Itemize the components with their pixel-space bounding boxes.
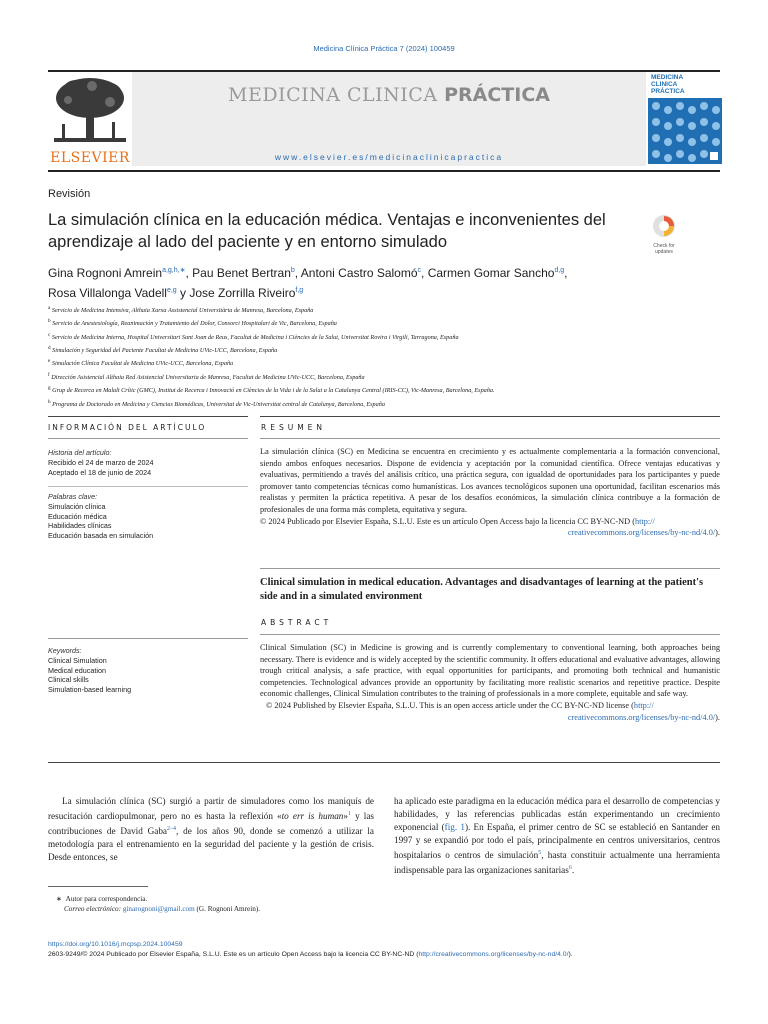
corresponding-author-note: ∗ Autor para correspondencia. (56, 895, 148, 903)
affiliation-item: $^e$ Simulación Clínica Facultat de Medicina UVic-UCC, Barcelona, España (48, 358, 234, 368)
citation-2-4[interactable]: 2–4 (167, 825, 176, 832)
article-history (48, 448, 248, 477)
accepted-date: Aceptado el 18 de junio de 2024 (48, 467, 152, 477)
affiliation-item: $^d$ Simulación y Seguridad del Paciente Facultat de Medicina UVic-UCC, Barcelona, España (48, 345, 278, 355)
abstract-bottom-rule (48, 762, 720, 763)
author-affiliation-marker[interactable]: e,g (166, 287, 177, 294)
author-separator: , (421, 266, 428, 280)
cover-title: MEDICINA CLINICA PRÁCTICA (651, 74, 685, 95)
abstract-license-link-continued[interactable]: creativecommons.org/licenses/by-nc-nd/4.0/ (567, 712, 716, 722)
header-rule-bottom (48, 170, 720, 172)
affiliation-item: $^g$ Grup de Recerca en Malalt Crític (GMC), Institut de Recerca i Innovació en Ciències de la Vida i de la Salut a la Catalunya Central (IRIS-CC), Vic-Manresa, Barcelona, España. (48, 385, 495, 395)
keyword-item: Habilidades clínicas (48, 521, 112, 531)
author-name: Gina Rognoni Amrein (48, 266, 163, 280)
citation-5[interactable]: 5 (538, 849, 542, 856)
author-separator: , (294, 266, 301, 280)
journal-reference[interactable]: Medicina Clínica Práctica 7 (2024) 100459 (313, 44, 455, 53)
elsevier-logo (48, 72, 132, 166)
email-line: Correo electrónico: ginarognoni@gmail.com (G. Rognoni Amrein). (64, 905, 261, 913)
doi-link[interactable]: https://doi.org/10.1016/j.mcpsp.2024.100459 (48, 941, 183, 948)
citation-6[interactable]: 6 (568, 864, 572, 871)
keyword-item: Medical education (48, 665, 106, 675)
keyword-item: Simulation-based learning (48, 685, 132, 695)
abstract-subrule (260, 634, 720, 635)
footnote-rule (48, 886, 148, 887)
history-rule (48, 486, 248, 487)
journal-url[interactable]: www.elsevier.es/medicinaclinicapractica (274, 152, 504, 162)
article-info-rule (48, 416, 248, 417)
keywords-en (48, 646, 248, 695)
author-list (48, 262, 668, 302)
author-separator: , (185, 266, 193, 280)
body-column-2: ha aplicado este paradigma en la educación médica para el desarrollo de competencias y habilidades, y las referencias publicadas están experimentando un crecimiento exponencial (fig. 1). En España, el primer centro de SC se estableció en Santander en 1997 y se expandió por todo el país, principalmente en centros universitarios, centros hospitalarios o centros de simulación$^5$, hasta constituir actualmente una herramienta indispensable para las organizaciones sanitarias$^6$. (394, 796, 721, 875)
publisher-name: ELSEVIER (50, 150, 130, 166)
affiliations (48, 303, 728, 410)
keywords-es (48, 492, 248, 541)
keyword-item: Simulación clínica (48, 501, 106, 511)
check-for-updates-button[interactable] (645, 213, 683, 253)
author-separator: , (564, 266, 568, 280)
resumen-heading: RESUMEN (261, 423, 327, 432)
resumen-subrule (260, 438, 720, 439)
english-title-rule (260, 568, 720, 569)
abstract-text: Clinical Simulation (SC) in Medicine is growing and is currently complementary to conventional learning, both approaches being necessary. There is evidence and is widely accepted by the scientific community. It offers educational and evaluative advantages, allowing trough critical analysis, a safe practice, with equal opportunities for participants, and promoting both technical and humanistic competencies. Technological advances provide an opportunity by facilitating more realistic scenarios and repetitive practice. Despite economic challenges, Clinical Simulation contributes to the training of professionals in a more complete, equitable and safe way. © 2024 Published by Elsevier España, S.L.U. This is an open access article under the CC BY-NC-ND license (http:// creativecommons.org/licenses/by-nc-nd/4.0/). (260, 643, 720, 722)
author-affiliation-marker[interactable]: d,g (554, 267, 565, 274)
keywords-es-label: Palabras clave: (48, 492, 98, 501)
author-affiliation-marker[interactable]: a,g,h,∗ (162, 267, 186, 274)
resumen-license-link[interactable]: http:// (634, 516, 655, 526)
check-updates-icon (645, 213, 683, 239)
keyword-item: Educación basada en simulación (48, 531, 154, 541)
keywords-en-rule (48, 638, 248, 639)
english-title: Clinical simulation in medical education. Advantages and disadvantages of learning at the patient's side and in a simulated environment (260, 577, 704, 602)
tree-icon (48, 72, 132, 150)
abstract-heading: ABSTRACT (261, 618, 333, 627)
author-affiliation-marker[interactable]: f,g (295, 287, 304, 294)
affiliation-item: $^b$ Servicio de Anestesiología, Reanimación y Tratamiento del Dolor, Consorci Hospitalari de Vic, Barcelona, España (48, 318, 337, 328)
keyword-item: Educación médica (48, 511, 107, 521)
footnote (56, 894, 376, 914)
resumen-license: © 2024 Publicado por Elsevier España, S.L.U. Este es un artículo Open Access bajo la licencia CC BY-NC-ND (http:// (260, 516, 655, 526)
author-name: Rosa Villalonga Vadell (48, 286, 167, 300)
abstract-license-link[interactable]: http:// (633, 700, 654, 710)
page-footer (48, 940, 738, 960)
citation-1[interactable]: 1 (348, 810, 351, 817)
history-label: Historia del artículo: (48, 448, 112, 457)
body-column-1: La simulación clínica (SC) surgió a partir de simuladores como los maniquís de resucitación cardiopulmonar, pero no es hasta la reflexión «to err is human»$^1$ y las contribuciones de David Gaba$^{2-4}$, de los años 90, donde se comenzó a utilizar la metodología para el entrenamiento en la seguridad del paciente y la gestión de crisis. Desde entonces, se (48, 796, 374, 862)
author-name: Antoni Castro Salomó (300, 266, 418, 280)
resumen-license-continued: creativecommons.org/licenses/by-nc-nd/4.0/). (567, 528, 720, 538)
author-email-link[interactable]: ginarognoni@gmail.com (122, 905, 195, 913)
article-info-subrule (48, 438, 248, 439)
resumen-license-link-continued[interactable]: creativecommons.org/licenses/by-nc-nd/4.0/ (567, 528, 716, 538)
affiliation-item: $^c$ Servicio de Medicina Interna, Hospital Universitari Sant Joan de Reus, Facultat de Medicina i Ciències de la Salut, Universitat Rovira i Virgili, Tarragona, España (48, 331, 459, 341)
abstract-license-continued: creativecommons.org/licenses/by-nc-nd/4.0/). (567, 712, 720, 722)
keyword-item: Clinical Simulation (48, 655, 107, 665)
author-separator: y (176, 286, 190, 300)
affiliation-item: $^h$ Programa de Doctorado en Medicina y Ciencias Biomédicas, Universitat de Vic-Universitat central de Catalunya, Barcelona, España (48, 398, 385, 408)
abstract-license: © 2024 Published by Elsevier España, S.L.U. This is an open access article under the CC BY-NC-ND license (http:// (266, 700, 654, 710)
journal-name: MEDICINA CLINICA PRÁCTICA (228, 84, 550, 106)
resumen-text: La simulación clínica (SC) en Medicina se encuentra en crecimiento y es actualmente complementaria a la formación convencional, siendo ambos enfoques necesarios. Dispone de evidencia y aceptación por la comunidad científica. Ofrece ventajas educativas y evaluativas, permitiendo a través del análisis crítico, una práctica segura, con igualdad de oportunidades para los participantes y puede promover tanto competencias técnicas como humanísticas. Los avances tecnológicos suponen una oportunidad, facilitan escenarios más realistas y permiten la práctica repetitiva. A pesar de los desafíos económicos, la simulación clínica contribuye a la formación de profesionales de una forma más completa, equitativa y segura. © 2024 Publicado por Elsevier España, S.L.U. Este es un artículo Open Access bajo la licencia CC BY-NC-ND (http:// creativecommons.org/licenses/by-nc-nd/4.0/). (260, 447, 720, 538)
article-info-heading: INFORMACIÓN DEL ARTÍCULO (48, 423, 207, 432)
issn-license: 2603-9249/© 2024 Publicado por Elsevier España, S.L.U. Este es un artículo Open Access bajo la licencia CC BY-NC-ND (http://creativecommons.org/licenses/by-nc-nd/4.0/). (48, 951, 573, 958)
affiliation-item: $^a$ Servicio de Medicina Intensiva, Althaia Xarxa Assistencial Universitària de Manresa, Barcelona, España (48, 305, 314, 315)
received-date: Recibido el 24 de marzo de 2024 (48, 457, 154, 467)
author-affiliation-marker[interactable]: b (290, 267, 295, 274)
header-rule-top (48, 70, 720, 72)
keywords-en-label: Keywords: (48, 646, 82, 655)
journal-banner (48, 72, 722, 168)
check-updates-label: Check for updates (653, 243, 675, 255)
author-name: Pau Benet Bertran (192, 266, 291, 280)
author-name: Carmen Gomar Sancho (427, 266, 555, 280)
journal-masthead (132, 72, 646, 166)
resumen-rule (260, 416, 720, 417)
affiliation-item: $^f$ Dirección Asistencial Althaia Red Asistencial Universitaria de Manresa, Facultat de Medicina UVic-UCC, Barcelona, España (48, 371, 365, 381)
author-affiliation-marker[interactable]: c (417, 267, 422, 274)
figure-1-link[interactable]: fig. 1 (444, 821, 465, 832)
article-type: Revisión (48, 188, 91, 200)
article-title: La simulación clínica en la educación médica. Ventajas e inconvenientes del aprendizaje al lado del paciente y en entorno simulado (48, 211, 606, 251)
journal-cover (648, 72, 722, 164)
keyword-item: Clinical skills (48, 675, 89, 685)
footer-license-link[interactable]: http://creativecommons.org/licenses/by-nc-nd/4.0/ (418, 951, 569, 958)
author-name: Jose Zorrilla Riveiro (189, 286, 296, 300)
